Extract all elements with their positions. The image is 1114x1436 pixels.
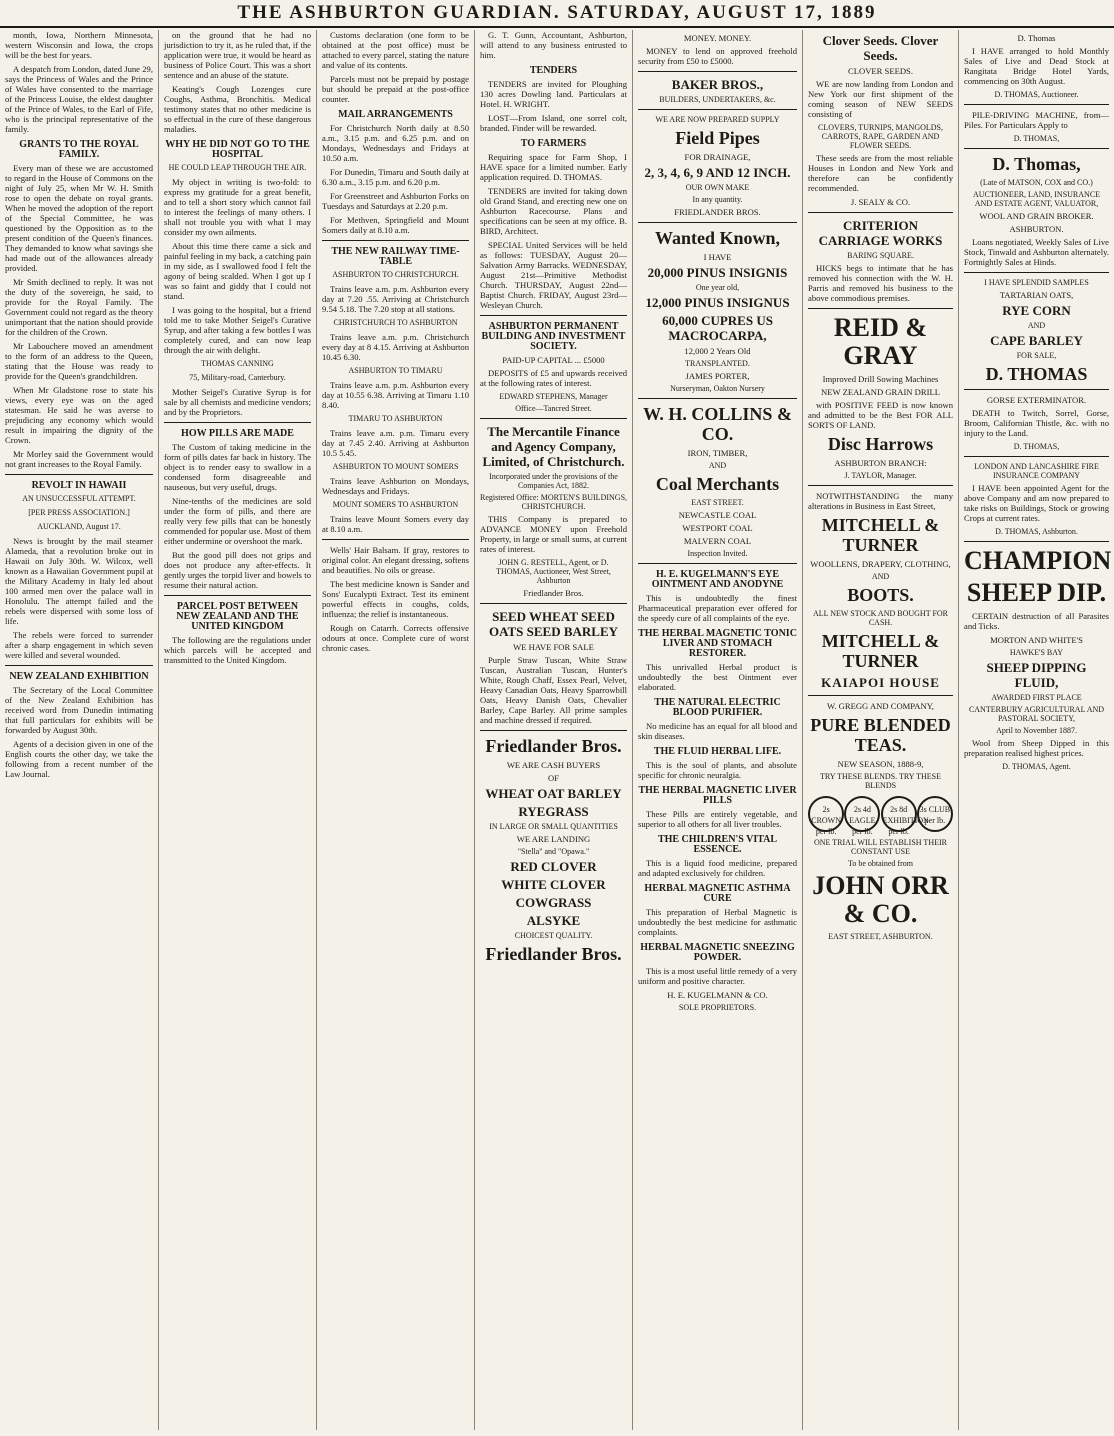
route-timaru-ashburton: TIMARU TO ASHBURTON bbox=[348, 414, 443, 423]
wanted-line-2: 20,000 PINUS INSIGNIS bbox=[647, 265, 788, 280]
society-note: CANTERBURY AGRICULTURAL AND PASTORAL SOCIETY, bbox=[968, 705, 1105, 723]
for-sale-label: FOR SALE, bbox=[1016, 351, 1057, 360]
gregg-company: W. GREGG AND COMPANY, bbox=[827, 701, 934, 711]
thomas-sig-2: D. THOMAS, bbox=[1013, 134, 1060, 143]
route-christchurch-ashburton: CHRISTCHURCH TO ASHBURTON bbox=[333, 318, 458, 327]
subheading-revolt: AN UNSUCCESSFUL ATTEMPT. bbox=[22, 494, 136, 503]
stamp-eagle: 2s 4d EAGLE per lb. bbox=[844, 796, 880, 832]
coal-merchants: Coal Merchants bbox=[655, 474, 780, 494]
wanted-line-1: I HAVE bbox=[703, 252, 732, 262]
wanted-known: Wanted Known, bbox=[654, 228, 781, 248]
field-pipes: Field Pipes bbox=[675, 128, 760, 148]
column-4: G. T. Gunn, Accountant, Ashburton, will attend to any business entrusted to him. TENDERS TENDERS are invited for Ploughing 130 acres Dowling land. Particulars at Hotel. H. WRIGHT. LOST—From Island, one sorrel colt, branded. Finder will be rewarded. TO FARMERS Requiring space for Farm Shop, I HAVE space for a limited number. Early application required. D. THOMAS. TENDERS are invited for taking down old Grand Stand, and erecting new one on Ashburton Racecourse. Plans and specifications can be seen at my office. B. BIRD, Architect. SPECIAL United Services will be held as follows: TUESDAY, August 20—Salvation Army Barracks. WEDNESDAY, August 21st—Primitive Methodist Church. THURSDAY, August 22nd—Baptist Church. FRIDAY, August 23rd—Wesleyan Church. ASHBURTON PERMANENT BUILDING AND INVESTMENT SOCIETY. PAID-UP CAPITAL ... £5000 DEPOSITS of £5 and upwards received at the following rates of interest. EDWARD STEPHENS, Manager Office—Tancred Street. The Mercantile Finance and Agency Company, Limited, of Christchurch. Incorporated under the provisions of the Companies Act, 1882. Registered Office: MORTEN'S BUILDINGS, CHRISTCHURCH. THIS Company is prepared to ADVANCE MONEY upon Freehold Property, in large or small sums, at current rates of interest. JOHN G. RESTELL, Agent, or D. THOMAS, Auctioneer, West Street, Ashburton Friedlander Bros. SEED WHEAT SEED OATS SEED BARLEY WE HAVE FOR SALE Purple Straw Tuscan, White Straw Tuscan, Australian Tuscan, Hunter's White, Rough Chaff, Essex Pearl, Velvet, Heavy Canadian Oats, Heavy Sparrowbill Oats, Heavy Danish Oats, Chevalier Barley, Cape Barley. All prime samples and machine dressed if required. Friedlander Bros. WE ARE CASH BUYERS OF WHEAT OAT BARLEY RYEGRASS IN LARGE OR SMALL QUANTITIES WE ARE LANDING "Stella" and "Opawa." RED CLOVER WHITE CLOVER COWGRASS ALSYKE CHOICEST QUALITY. Friedlander Bros. bbox=[474, 30, 632, 1430]
heading-liver-pills: THE HERBAL MAGNETIC LIVER PILLS bbox=[638, 785, 797, 806]
mercantile-office: Registered Office: MORTEN'S BUILDINGS, CHRISTCHURCH. bbox=[480, 493, 628, 511]
dipping-fluid: SHEEP DIPPING FLUID, bbox=[986, 660, 1087, 690]
wanted-line-5: 60,000 CUPRES US MACROCARPA, bbox=[662, 313, 773, 343]
criterion-title: CRITERION CARRIAGE WORKS bbox=[818, 218, 943, 248]
obtained-from: To be obtained from bbox=[848, 859, 913, 868]
heading-fluid: THE FLUID HERBAL LIFE. bbox=[653, 746, 782, 757]
reid-gray: REID & GRAY bbox=[833, 313, 928, 370]
red-clover: RED CLOVER bbox=[510, 859, 597, 874]
thomas-end: D. THOMAS, Agent. bbox=[1002, 762, 1071, 771]
coal-inspection: Inspection Invited. bbox=[687, 549, 748, 558]
cape-barley: CAPE BARLEY bbox=[990, 333, 1083, 348]
thomas-sales: I HAVE arranged to hold Monthly Sales of Live and Dead Stock at Rangitata Bridge Hotel Yards, commencing on 30th August. bbox=[964, 46, 1109, 86]
heading-royal-grants: GRANTS TO THE ROYAL FAMILY. bbox=[19, 139, 139, 160]
heading-parcel-post: PARCEL POST BETWEEN NEW ZEALAND AND THE UNITED KINGDOM bbox=[176, 601, 299, 632]
thomas-sig: D. THOMAS, Auctioneer. bbox=[994, 90, 1079, 99]
building-society-manager: EDWARD STEPHENS, Manager bbox=[499, 392, 608, 401]
coal-westport: WESTPORT COAL bbox=[682, 523, 753, 533]
choicest-quality: CHOICEST QUALITY. bbox=[514, 931, 593, 940]
splendid-samples: I HAVE SPLENDID SAMPLES bbox=[984, 278, 1089, 287]
tea-stamps bbox=[808, 796, 953, 836]
baker-bros-title: BAKER BROS., bbox=[671, 77, 764, 92]
thomas-top: D. Thomas bbox=[1017, 33, 1056, 43]
rye-corn: RYE CORN bbox=[1002, 303, 1071, 318]
nz-grain-drill: NEW ZEALAND GRAIN DRILL bbox=[821, 387, 940, 397]
wanted-line-3: One year old, bbox=[695, 283, 740, 292]
paid-up-capital: PAID-UP CAPITAL ... £5000 bbox=[502, 355, 605, 365]
awarded-first: AWARDED FIRST PLACE bbox=[991, 693, 1082, 702]
kugelmann-co: H. E. KUGELMANN & CO. bbox=[667, 990, 768, 1000]
heading-pills: HOW PILLS ARE MADE bbox=[181, 428, 294, 439]
kugelmann-sole: SOLE PROPRIETORS. bbox=[678, 1003, 757, 1012]
heading-snuff: HERBAL MAGNETIC SNEEZING POWDER. bbox=[640, 942, 795, 963]
friedlander-cash-title: Friedlander Bros. bbox=[485, 736, 622, 756]
sealy-signature: J. SEALY & CO. bbox=[850, 197, 911, 207]
certain-destruction: CERTAIN destruction of all Parasites and Ticks. bbox=[964, 611, 1109, 631]
money-heading: MONEY. MONEY. bbox=[683, 33, 752, 43]
heading-eye-ointment: H. E. KUGELMANN'S EYE OINTMENT AND ANODYNE bbox=[651, 569, 784, 590]
seed-for-sale: WE HAVE FOR SALE bbox=[513, 642, 594, 652]
alsyke: ALSYKE bbox=[526, 913, 581, 928]
baring-square: BARING SQUARE. bbox=[847, 251, 914, 260]
pile-driving: PILE-DRIVING MACHINE, from—Piles. For Particulars Apply to bbox=[964, 110, 1109, 130]
signature-address: 75, Military-road, Canterbury. bbox=[189, 373, 286, 382]
mitchell-turner-2: MITCHELL & TURNER bbox=[821, 631, 940, 671]
new-stock-line: ALL NEW STOCK AND BOUGHT FOR CASH. bbox=[812, 609, 949, 627]
pipes-intro: WE ARE NOW PREPARED SUPPLY bbox=[655, 115, 780, 124]
column-7: D. Thomas I HAVE arranged to hold Monthly Sales of Live and Dead Stock at Rangitata Bridge Hotel Yards, commencing on 30th August. D. THOMAS, Auctioneer. PILE-DRIVING MACHINE, from—Piles. For Particulars Apply to D. THOMAS, D. Thomas, (Late of MATSON, COX and CO.) AUCTIONEER, LAND, INSURANCE AND ESTATE AGENT, VALUATOR, WOOL AND GRAIN BROKER. ASHBURTON. Loans negotiated, Weekly Sales of Live Stock, Tinwald and Ashburton alternately. Fortnightly Sales at Hinds. I HAVE SPLENDID SAMPLES TARTARIAN OATS, RYE CORN AND CAPE BARLEY FOR SALE, D. THOMAS GORSE EXTERMINATOR. DEATH to Twitch, Sorrel, Gorse, Broom, Californian Thistle, &c. with no injury to the Land. D. THOMAS, LONDON AND LANCASHIRE FIRE INSURANCE COMPANY I HAVE been appointed Agent for the above Company and am now prepared to take risks on Buildings, Stock or growing Crops at current rates. D. THOMAS, Ashburton. CHAMPION SHEEP DIP. CERTAIN destruction of all Parasites and Ticks. MORTON AND WHITE'S HAWKE'S BAY SHEEP DIPPING FLUID, AWARDED FIRST PLACE CANTERBURY AGRICULTURAL AND PASTORAL SOCIETY, April to November 1887. Wool from Sheep Dipped in this preparation realised highest prices. D. THOMAS, Agent. bbox=[958, 30, 1114, 1430]
cash-buyers: WE ARE CASH BUYERS bbox=[506, 760, 601, 770]
hawkes-bay: HAWKE'S BAY bbox=[1009, 648, 1064, 657]
thomas-sig-3: D. THOMAS, bbox=[1013, 442, 1060, 451]
press-association-note: [PER PRESS ASSOCIATION.] bbox=[28, 508, 130, 517]
heading-tonic: THE HERBAL MAGNETIC TONIC LIVER AND STOMACH RESTORER. bbox=[638, 628, 797, 659]
notice-text: NOTWITHSTANDING the many alterations in Business in East Street, bbox=[808, 491, 953, 511]
wanted-line-4: 12,000 PINUS INSIGNUS bbox=[645, 295, 790, 310]
collins-and: AND bbox=[708, 461, 727, 470]
wanted-line-6: 12,000 2 Years Old bbox=[684, 346, 751, 356]
pipes-by: FRIEDLANDER BROS. bbox=[674, 207, 761, 217]
heading-hospital: WHY HE DID NOT GO TO THE HOSPITAL bbox=[165, 139, 310, 160]
wanted-by: JAMES PORTER, bbox=[685, 371, 750, 381]
pipes-sizes: 2, 3, 4, 6, 9 AND 12 INCH. bbox=[644, 165, 791, 180]
column-1: month, Iowa, Northern Minnesota, western Wisconsin and Iowa, the crops will be the best for years. A despatch from London, dated June 29, says the Princess of Wales and the Prince of Wales have consented to the marriage of the Princess Louise, the eldest daughter of the Prince of Wales, to the Earl of Fife, who is the principal representative of the family. GRANTS TO THE ROYAL FAMILY. Every man of these we are accustomed to regard in the House of Commons on the night of July 25, when Mr W. H. Smith rose to open the debate on royal grants. When he moved the adoption of the report of the Special Committee, he was questioned by the Opposition as to the present condition of the Queen's finances. They demanded to know what savings she had made out of the allowances already provided. Mr Smith declined to reply. It was not the duty of the sovereign, he said, to provide for the Royal Family. The Government could not regard as the theory unimportant that the nation should provide for the children of the Crown. Mr Labouchere moved an amendment to the form of an address to the Queen, stating that the House was ready to provide for the Queen's grandchildren. When Mr Gladstone rose to state his views, every eye was on the aged statesman. He said he was averse to prejudicing any economy which would result in impairing the dignity of the Crown. Mr Morley said the Government would not grant increases to the Royal Family. REVOLT IN HAWAII AN UNSUCCESSFUL ATTEMPT. [PER PRESS ASSOCIATION.] AUCKLAND, August 17. News is brought by the mail steamer Alameda, that a revolution broke out in Hawaii on July 30th. W. Wilcox, well known as a Hawaiian Government pupil at the Military Academy in Italy led about 100 armed men over the palace wall in Honolulu. The attempt failed and the rebels were dispersed with some loss of life. The rebels were forced to surrender after a sharp engagement in which seven were killed and several wounded. NEW ZEALAND EXHIBITION The Secretary of the Local Committee of the New Zealand Exhibition has received word from Dunedin intimating that full particulars for exhibits will be forwarded by August 30th. Agents of a decision given in one of the English courts the other day, we take the following from a recent number of the Law Journal. bbox=[5, 30, 153, 779]
sheep-dip: SHEEP DIP. bbox=[966, 578, 1107, 607]
collins-sub: IRON, TIMBER, bbox=[687, 448, 748, 458]
pipes-qty: In any quantity. bbox=[692, 195, 743, 204]
thomas-caps: D. THOMAS bbox=[985, 364, 1088, 384]
lancashire-insurance: LONDON AND LANCASHIRE FIRE INSURANCE COMPANY bbox=[974, 462, 1099, 480]
death-to-twitch: DEATH to Twitch, Sorrel, Gorse, Broom, Californian Thistle, &c. with no injury to the Land. bbox=[964, 408, 1109, 438]
signature-name: THOMAS CANNING bbox=[201, 359, 274, 368]
masthead: THE ASHBURTON GUARDIAN. SATURDAY, AUGUST 17, 1889 bbox=[0, 0, 1114, 28]
collins-title: W. H. COLLINS & CO. bbox=[643, 404, 792, 444]
john-orr: JOHN ORR & CO. bbox=[812, 871, 949, 928]
pipes-make: OUR OWN MAKE bbox=[685, 183, 750, 192]
wanted-place: Nurseryman, Oakton Nursery bbox=[670, 384, 765, 393]
morton-white: MORTON AND WHITE'S bbox=[990, 635, 1083, 645]
pure-blended-teas: PURE BLENDED TEAS. bbox=[810, 715, 951, 755]
friedlander-bottom: Friedlander Bros. bbox=[485, 944, 622, 964]
heading-building-society: ASHBURTON PERMANENT BUILDING AND INVESTMENT SOCIETY. bbox=[481, 321, 626, 352]
seed-heading: SEED WHEAT SEED OATS SEED BARLEY bbox=[488, 609, 619, 639]
column-2: on the ground that he had no jurisdiction to try it, as he ruled that, if the application were true, it would be heard as business of Police Court. This was a short sentence and an abuse of the statute. Keating's Cough Lozenges cure Coughs, Asthma, Bronchitis. Medical testimony states that no other medicine is so effectual in the cure of these dangerous maladies. WHY HE DID NOT GO TO THE HOSPITAL HE COULD LEAP THROUGH THE AIR. My object in writing is two-fold: to express my gratitude for a great benefit, and to tell a short story which cannot fail to interest the feelings of many others. I shall not trouble you with what I may consider my own ailments. About this time there came a sick and painful feeling in my back, a catching pain in my side, as I swallowed food I felt the agony of being scalded. When I got up I was so faint and giddy that I could not stand. I was going to the hospital, but a friend told me to take Mother Seigel's Curative Syrup, and after taking a few bottles I was completely cured, and can now leap through the air with delight. THOMAS CANNING 75, Military-road, Canterbury. Mother Seigel's Curative Syrup is for sale by all chemists and medicine vendors; and by the Proprietors. HOW PILLS ARE MADE The Custom of taking medicine in the form of pills dates far back in history. The object is to render easy to swallow in a condensed form disagreeable and nauseous, but very useful, drugs. Nine-tenths of the medicines are sold under the form of pills, and there are really very few pills that can be honestly commended for popular use. Most of them either undermine or overshoot the mark. But the good pill does not grips and does not produce any after-effects. It gently urges the torpid liver and bowels to resume their natural action. PARCEL POST BETWEEN NEW ZEALAND AND THE UNITED KINGDOM The following are the regulations under which parcels will be accepted and transmitted to the United Kingdom. bbox=[158, 30, 316, 1430]
ashburton-label: ASHBURTON. bbox=[1009, 224, 1064, 234]
heading-nz-exhibition: NEW ZEALAND EXHIBITION bbox=[9, 671, 149, 682]
friedlander-small: Friedlander Bros. bbox=[523, 588, 584, 598]
heading-blood: THE NATURAL ELECTRIC BLOOD PURIFIER. bbox=[654, 697, 781, 718]
heading-asthma: HERBAL MAGNETIC ASTHMA CURE bbox=[644, 883, 791, 904]
new-season: NEW SEASON, 1888-9, bbox=[837, 759, 924, 769]
stamp-crown: 2s CROWN per lb. bbox=[808, 796, 844, 832]
disc-harrows: Disc Harrows bbox=[827, 434, 934, 454]
heading-children: THE CHILDREN'S VITAL ESSENCE. bbox=[657, 834, 778, 855]
heading-tenders: TENDERS bbox=[529, 65, 578, 76]
route-ashburton-christchurch: ASHBURTON TO CHRISTCHURCH. bbox=[332, 270, 459, 279]
subheading-hospital: HE COULD LEAP THROUGH THE AIR. bbox=[168, 163, 307, 172]
grain-list: WHEAT OAT BARLEY bbox=[485, 786, 622, 801]
champion: CHAMPION bbox=[964, 546, 1112, 575]
clover-list: CLOVERS, TURNIPS, MANGOLDS, CARROTS, RAPE, GARDEN AND FLOWER SEEDS. bbox=[818, 123, 943, 150]
clover-seeds-banner: Clover Seeds. Clover Seeds. bbox=[822, 33, 939, 63]
mercantile-agent: JOHN G. RESTELL, Agent, or D. THOMAS, Auctioneer, West Street, Ashburton bbox=[496, 558, 611, 585]
heading-revolt-hawaii: REVOLT IN HAWAII bbox=[31, 480, 127, 491]
mercantile-company-title: The Mercantile Finance and Agency Company, Limited, of Christchurch. bbox=[482, 424, 625, 469]
column-3: Customs declaration (one form to be obtained at the post office) must be attached to every parcel, stating the nature and value of its contents. Parcels must not be prepaid by postage but should be prepaid at the post-office counter. MAIL ARRANGEMENTS For Christchurch North daily at 8.50 a.m., 3.15 p.m. and 6.25 p.m. and on Mondays, Wednesdays and Fridays at 10.50 a.m. For Dunedin, Timaru and South daily at 6.30 a.m., 3.15 p.m. and 6.20 p.m. For Greenstreet and Ashburton Forks on Tuesdays and Saturdays at 2.20 p.m. For Methven, Springfield and Mount Somers daily at 8.10 a.m. THE NEW RAILWAY TIME-TABLE ASHBURTON TO CHRISTCHURCH. Trains leave a.m. p.m. Ashburton every day at 7.20 .55. Arriving at Christchurch 9.54 5.18. The 7.20 stop at all stations. CHRISTCHURCH TO ASHBURTON Trains leave a.m. p.m. Christchurch every day at 8 4.15. Arriving at Ashburton 10.45 6.30. ASHBURTON TO TIMARU Trains leave a.m. p.m. Ashburton every day at 10.55 6.38. Arriving at Timaru 1.10 8.40. TIMARU TO ASHBURTON Trains leave a.m. p.m. Timaru every day at 7.45 2.40. Arriving at Ashburton 10.5 5.45. ASHBURTON TO MOUNT SOMERS Trains leave Ashburton on Mondays, Wednesdays and Fridays. MOUNT SOMERS TO ASHBURTON Trains leave Mount Somers every day at 8.10 a.m. Wells' Hair Balsam. If gray, restores to original color. An elegant dressing, softens and beautifies. No oils or grease. The best medicine known is Sander and Sons' Eucalypti Extract. Test its eminent powerful effects in coughs, colds, influenza; the relief is instantaneous. Rough on Catarrh. Corrects offensive odours at once. Complete cure of worst chronic cases. bbox=[316, 30, 474, 1430]
wool-grain: WOOL AND GRAIN BROKER. bbox=[979, 211, 1094, 221]
stamp-exhibition: 2s 8d EXHIBITION per lb. bbox=[881, 796, 917, 832]
wanted-line-7: TRANSPLANTED. bbox=[685, 359, 750, 368]
landing-note: WE ARE LANDING bbox=[516, 834, 591, 844]
coal-newcastle: NEWCASTLE COAL bbox=[678, 510, 757, 520]
gorse-exterminator: GORSE EXTERMINATOR. bbox=[986, 395, 1087, 405]
route-mount-somers-ashburton: MOUNT SOMERS TO ASHBURTON bbox=[332, 500, 459, 509]
kaiapoi-house: KAIAPOI HOUSE bbox=[821, 675, 940, 690]
ships-note: "Stella" and "Opawa." bbox=[517, 847, 590, 856]
column-5: MONEY. MONEY. MONEY to lend on approved freehold security from £50 to £5000. BAKER BROS., BUILDERS, UNDERTAKERS, &c. WE ARE NOW PREPARED SUPPLY Field Pipes FOR DRAINAGE, 2, 3, 4, 6, 9 AND 12 INCH. OUR OWN MAKE In any quantity. FRIEDLANDER BROS. Wanted Known, I HAVE 20,000 PINUS INSIGNIS One year old, 12,000 PINUS INSIGNUS 60,000 CUPRES US MACROCARPA, 12,000 2 Years Old TRANSPLANTED. JAMES PORTER, Nurseryman, Oakton Nursery W. H. COLLINS & CO. IRON, TIMBER, AND Coal Merchants EAST STREET. NEWCASTLE COAL WESTPORT COAL MALVERN COAL Inspection Invited. H. E. KUGELMANN'S EYE OINTMENT AND ANODYNE This is undoubtedly the finest Pharmaceutical preparation ever offered for the speedy cure of all complaints of the eye. THE HERBAL MAGNETIC TONIC LIVER AND STOMACH RESTORER. This unrivalled Herbal product is undoubtedly the best Ointment ever elaborated. THE NATURAL ELECTRIC BLOOD PURIFIER. No medicine has an equal for all blood and skin diseases. THE FLUID HERBAL LIFE. This is the soul of plants, and absolute specific for chronic neuralgia. THE HERBAL MAGNETIC LIVER PILLS These Pills are entirely vegetable, and superior to all others for all liver troubles. THE CHILDREN'S VITAL ESSENCE. This is a liquid food medicine, prepared and adapted exclusively for children. HERBAL MAGNETIC ASTHMA CURE This preparation of Herbal Magnetic is undoubtedly the best medicine for asthmatic complaints. HERBAL MAGNETIC SNEEZING POWDER. This is a most useful little remedy of a very uniform and positive character. H. E. KUGELMANN & CO. SOLE PROPRIETORS. bbox=[632, 30, 802, 1430]
mitchell-turner-1: MITCHELL & TURNER bbox=[821, 515, 940, 555]
white-clover: WHITE CLOVER bbox=[501, 877, 606, 892]
route-ashburton-timaru: ASHBURTON TO TIMARU bbox=[348, 366, 443, 375]
late-of: (Late of MATSON, COX and CO.) bbox=[980, 178, 1093, 187]
pipes-for: FOR DRAINAGE, bbox=[684, 152, 751, 162]
try-blends: TRY THESE BLENDS. TRY THESE BLENDS bbox=[820, 772, 941, 790]
cowgrass: COWGRASS bbox=[515, 895, 592, 910]
mercantile-incorporation: Incorporated under the provisions of the Companies Act, 1882. bbox=[489, 472, 618, 490]
boots-line: BOOTS. bbox=[847, 585, 914, 605]
orr-street: EAST STREET, ASHBURTON. bbox=[828, 932, 933, 941]
dateline: AUCKLAND, August 17. bbox=[37, 522, 121, 531]
and-label: AND bbox=[871, 572, 890, 581]
and-label-7: AND bbox=[1027, 321, 1046, 330]
tartarian-oats: TARTARIAN OATS, bbox=[999, 290, 1074, 300]
column-6: Clover Seeds. Clover Seeds. CLOVER SEEDS. WE are now landing from London and New York our first shipment of the coming season of NEW SEEDS consisting of CLOVERS, TURNIPS, MANGOLDS, CARROTS, RAPE, GARDEN AND FLOWER SEEDS. These seeds are from the most reliable Houses in London and New York and therefore can be confidently recommended. J. SEALY & CO. CRITERION CARRIAGE WORKS BARING SQUARE. HICKS begs to intimate that he has removed his connection with the W. H. Parris and removed his business to the above commodious premises. REID & GRAY Improved Drill Sowing Machines NEW ZEALAND GRAIN DRILL with POSITIVE FEED is now known and admitted to be the Best FOR ALL SORTS OF LAND. Disc Harrows ASHBURTON BRANCH: J. TAYLOR, Manager. NOTWITHSTANDING the many alterations in Business in East Street, MITCHELL & TURNER WOOLLENS, DRAPERY, CLOTHING, AND BOOTS. ALL NEW STOCK AND BOUGHT FOR CASH. MITCHELL & TURNER KAIAPOI HOUSE W. GREGG AND COMPANY, PURE BLENDED TEAS. NEW SEASON, 1888-9, TRY THESE BLENDS. TRY THESE BLENDS 2s CROWN per lb. 2s 4d EAGLE per lb. 2s 8d EXHIBITION per lb. 3s CLUB per lb. ONE TRIAL WILL ESTABLISH THEIR CONSTANT USE To be obtained from JOHN ORR & CO. EAST STREET, ASHBURTON. bbox=[802, 30, 958, 1430]
ashburton-branch: ASHBURTON BRANCH: bbox=[834, 458, 927, 468]
heading-farmers: TO FARMERS bbox=[520, 138, 587, 149]
reid-sub: Improved Drill Sowing Machines bbox=[822, 374, 939, 384]
thomas-sig-4: D. THOMAS, Ashburton. bbox=[995, 527, 1078, 536]
heading-railway: THE NEW RAILWAY TIME-TABLE bbox=[331, 246, 460, 267]
clover-seeds-heading: CLOVER SEEDS. bbox=[848, 66, 913, 76]
thomas-big: D. Thomas, bbox=[992, 154, 1081, 174]
ryegrass-label: RYEGRASS bbox=[518, 804, 589, 819]
coal-malvern: MALVERN COAL bbox=[683, 536, 752, 546]
woollens-line: WOOLLENS, DRAPERY, CLOTHING, bbox=[810, 559, 951, 569]
branch-manager: J. TAYLOR, Manager. bbox=[844, 471, 917, 480]
stamp-club: 3s CLUB per lb. bbox=[917, 796, 953, 832]
collins-street: EAST STREET. bbox=[691, 498, 744, 507]
thomas-roles: AUCTIONEER, LAND, INSURANCE AND ESTATE AGENT, VALUATOR, bbox=[972, 190, 1101, 208]
building-society-office: Office—Tancred Street. bbox=[515, 404, 592, 413]
route-ashburton-mount-somers: ASHBURTON TO MOUNT SOMERS bbox=[332, 462, 459, 471]
heading-mail: MAIL ARRANGEMENTS bbox=[338, 109, 453, 120]
of-label: OF bbox=[548, 773, 559, 783]
april-nov: April to November 1887. bbox=[996, 726, 1077, 735]
one-trial: ONE TRIAL WILL ESTABLISH THEIR CONSTANT USE bbox=[814, 838, 947, 856]
quantities-note: IN LARGE OR SMALL QUANTITIES bbox=[489, 822, 618, 831]
baker-bros-sub: BUILDERS, UNDERTAKERS, &c. bbox=[659, 95, 776, 104]
